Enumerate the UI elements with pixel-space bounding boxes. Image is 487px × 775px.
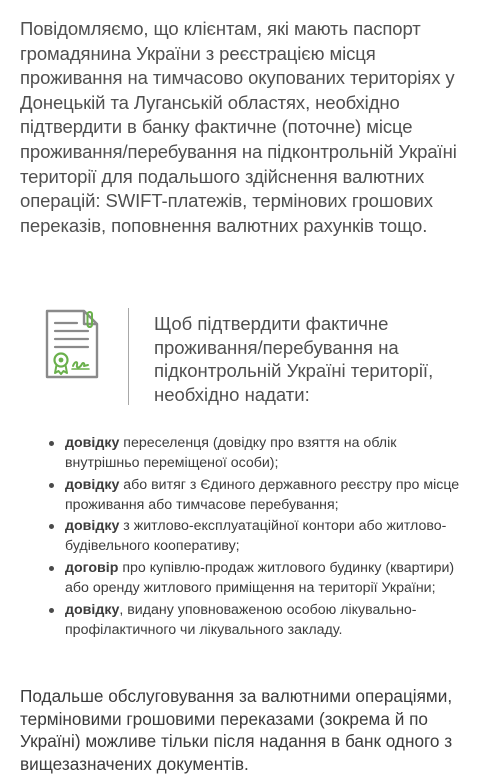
list-item <box>46 600 471 640</box>
list-item-text: , видану уповноваженою особою лікувально-профілактичного чи лікувального закладу. <box>65 601 417 638</box>
list-item-text: про купівлю-продаж житлового будинку (квартири) або оренду житлового приміщення на території України; <box>65 560 455 597</box>
required-documents-list <box>46 433 471 641</box>
vertical-divider <box>128 308 129 405</box>
list-item-keyword: довідку <box>65 476 120 493</box>
list-item-keyword: довідку <box>65 435 120 451</box>
bullet-icon <box>49 566 54 571</box>
bullet-icon <box>49 483 54 488</box>
outro-paragraph: Подальше обслуговування за валютними операціями, терміновими грошовими переказами (зокрема й по Україні) можливе тільки після надання в банк одного з вищезазначених документів. <box>20 686 453 774</box>
bullet-icon <box>49 441 54 446</box>
bullet-icon <box>49 608 54 613</box>
list-item-text: або витяг з Єдиного державного реєстру про місце проживання або тимчасове перебування; <box>65 476 460 513</box>
info-block <box>0 306 487 406</box>
list-item-keyword: договір <box>65 560 119 577</box>
list-item <box>46 516 471 556</box>
bullet-icon <box>49 524 54 529</box>
list-item-keyword: довідку <box>65 601 120 618</box>
list-item-text: переселенця (довідку про взяття на облік внутрішньо переміщеної особи); <box>65 435 397 472</box>
list-item-text: з житлово-експлуатаційної контори або житлово-будівельного кооперативу; <box>65 518 447 555</box>
certificate-document-icon <box>44 308 100 380</box>
info-block-title: Щоб підтвердити фактичне проживання/перебування на підконтрольній Україні території, необхідно надати: <box>154 313 434 405</box>
list-item <box>46 475 471 515</box>
list-item-keyword: довідку <box>65 518 120 535</box>
list-item <box>46 433 471 473</box>
list-item <box>46 558 471 598</box>
intro-paragraph: Повідомляємо, що клієнтам, які мають паспорт громадянина України з реєстрацією місця проживання на тимчасово окупованих територіях у Донецькій та Луганській областях, необхідно підтвердити в банку фактичне (поточне) місце проживання/перебування на підконтрольній Україні території для подальшого здійснення валютних операцій: SWIFT-платежів, термінових грошових переказів, поповнення валютних рахунків тощо. <box>20 18 457 236</box>
